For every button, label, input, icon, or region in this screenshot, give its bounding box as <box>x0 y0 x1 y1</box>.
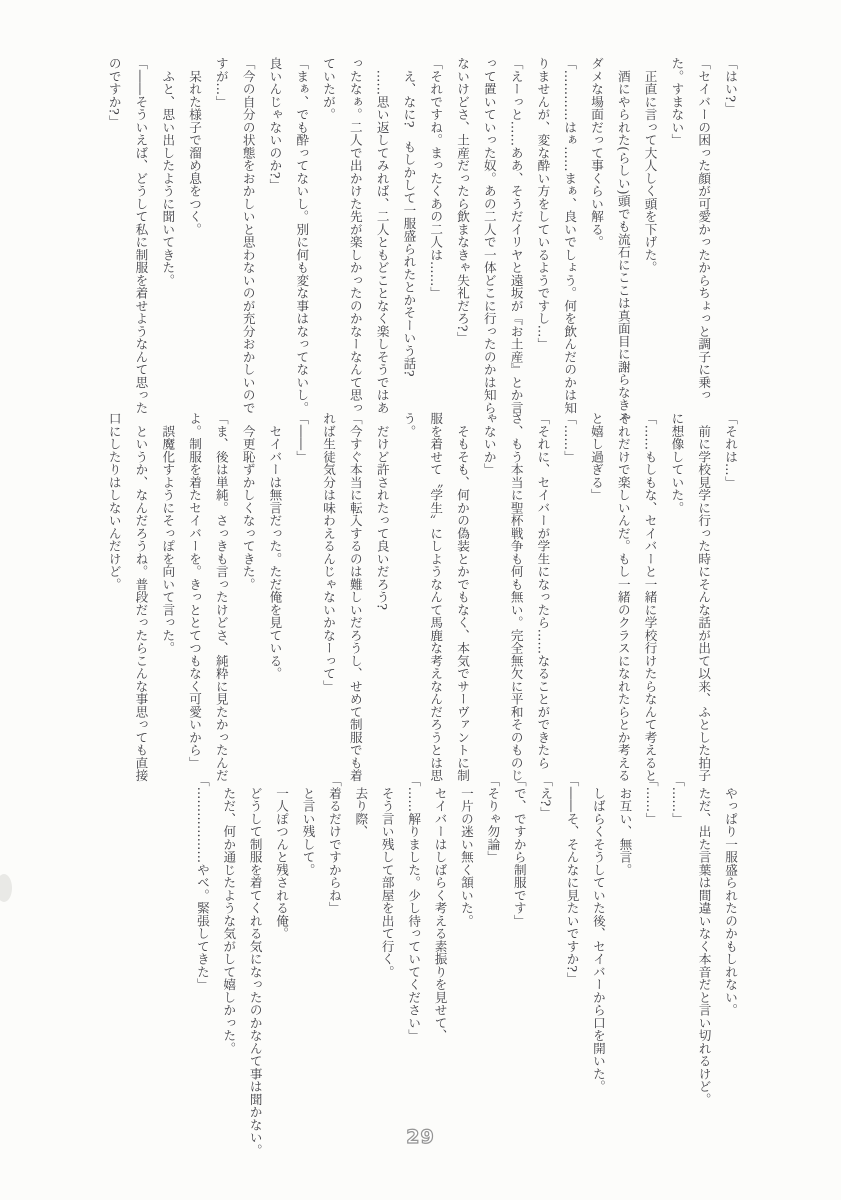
paragraph: 「……」 <box>562 412 578 463</box>
paragraph: 一人ぽつんと残される俺。 <box>274 774 290 940</box>
paragraph: 「それは…」 <box>723 412 738 489</box>
scan-artifact <box>0 874 12 902</box>
paragraph: え、なに? もしかして一服盛られたとかそーいう話? <box>401 57 417 377</box>
paragraph: 誤魔化すようにそっぽを向いて言った。 <box>160 412 176 655</box>
paragraph: ふと、思い出したように聞いてきた。 <box>160 57 176 287</box>
paragraph: 「え?」 <box>538 774 554 820</box>
paragraph: 「――そういえば、どうして私に制服を着せようなんて思ったのですか?」 <box>106 57 149 414</box>
paragraph: 「…………はぁ……まぁ、良いでしょう。何を飲んだのかは知りませんが、変な酔い方をしているようですし…」 <box>535 57 578 414</box>
text-band-bottom <box>188 774 743 1158</box>
paragraph: 「……もしもな、セイバーと一緒に学校行けたらなんて考えるとそれだけで楽しいんだ。もし一緒のクラスになれたらとか考えると嬉し過ぎる」 <box>589 412 658 782</box>
paragraph: 今更恥ずかしくなってきた。 <box>240 412 256 591</box>
paragraph: 「――そ、そんなに見たいですか?」 <box>564 774 580 985</box>
paragraph: 酒にやられた(らしい)頭でも流石にここは真面目に謝らなきゃダメな場面だって事くらい解る。 <box>589 57 631 425</box>
paragraph: セイバーは無言だった。ただ俺を見ている。 <box>267 412 283 680</box>
paragraph: ただ、出た言葉は間違いなく本音だと言い切れるけど。 <box>696 774 712 1106</box>
paragraph: というか、なんだろうね。普段だったらこんな事思っても直接口にしたりはしないんだけど。 <box>106 412 149 782</box>
paragraph: 呆れた様子で溜め息をつく。 <box>187 57 203 236</box>
paragraph: 正直に言って大人しく頭を下げた。 <box>642 57 658 274</box>
paragraph: 「セイバーの困った顔が可愛かったからちょっと調子に乗った。すまない」 <box>669 57 712 402</box>
paragraph: 「……」 <box>643 774 659 825</box>
text-band-top <box>100 57 743 425</box>
paragraph: セイバーはしばらく考える素振りを見せて、 <box>432 774 448 1042</box>
paragraph: 「今すぐ本当に転入するのは難しいだろうし、せめて制服でも着れば生徒気分は味わえるんじゃないかなーって」 <box>321 412 363 782</box>
paragraph: 「それに、セイバーが学生になったら……なることができたらさ、もう本当に聖杯戦争も何も無い。完全無欠に平和そのものじゃないか」 <box>481 412 551 782</box>
paragraph: 「で、ですから制服です」 <box>511 774 527 927</box>
paragraph: 「……解りました。少し待っていてください」 <box>406 774 422 1042</box>
paragraph: ただ、何か通じたような気がして嬉しかった。 <box>221 774 237 1055</box>
paragraph: やっぱり一服盛られたのかもしれない。 <box>723 774 738 1017</box>
paragraph: 「――」 <box>294 412 310 463</box>
paragraph: 一片の迷い無く頷いた。 <box>458 774 474 927</box>
paragraph: お互い、無言。 <box>617 774 633 876</box>
paragraph: どうして制服を着てくれる気になったのかなんて事は聞かない。 <box>247 774 263 1157</box>
paragraph: 「えーっと……ああ、そうだイリヤと遠坂が『お土産』とか言って置いていった奴。あの二人で一体どこに行ったのかは知らないけどさ、土産だったら飲まなきゃ失礼だろ?」 <box>455 57 524 414</box>
paragraph: 「ま、後は単純。さっきも言ったけどさ、純粋に見たかったんだよ。制服を着たセイバーを。きっととてつもなく可愛いから」 <box>187 412 229 782</box>
page-number: 29 <box>406 1126 435 1148</box>
paragraph: と言い残して。 <box>300 774 316 876</box>
text-band-middle <box>100 412 743 784</box>
paragraph: 「まぁ、でも酔ってないし。別に何も変な事はなってないし。良いんじゃないのか?」 <box>267 57 310 414</box>
paragraph: 「そりゃ勿論」 <box>485 774 501 864</box>
paragraph: そもそも、何かの偽装とかでもなく、本気でサーヴァントに制服を着せて〝学生〟にしようなんて馬鹿な考えなんだろうとは思う。 <box>401 412 471 782</box>
paragraph: 「……」 <box>670 774 686 825</box>
paragraph: 「………………やべ。緊張してきた」 <box>194 774 210 991</box>
paragraph: しばらくそうしていた後、セイバーから口を開いた。 <box>590 774 606 1093</box>
paragraph: ……思い返してみれば、二人ともどことなく楽しそうではあったなぁ。二人で出かけた先が楽しかったのかなーなんて思っていたが。 <box>321 57 390 414</box>
paragraph: 「はい?」 <box>723 57 738 115</box>
paragraph: 去り際、 <box>353 774 369 838</box>
paragraph: だけど許されたって良いだろう? <box>374 412 390 611</box>
paragraph: 前に学校見学に行った時にそんな話が出て以来、ふとした拍子に想像していた。 <box>669 412 712 782</box>
paragraph: 「着るだけですからね」 <box>326 774 342 915</box>
paragraph: 「今の自分の状態をおかしいと思わないのが充分おかしいのですが…」 <box>213 57 256 414</box>
paragraph: そう言い残して部屋を出て行く。 <box>379 774 395 978</box>
paragraph: 「それですね。まったくあの二人は……」 <box>428 57 444 300</box>
